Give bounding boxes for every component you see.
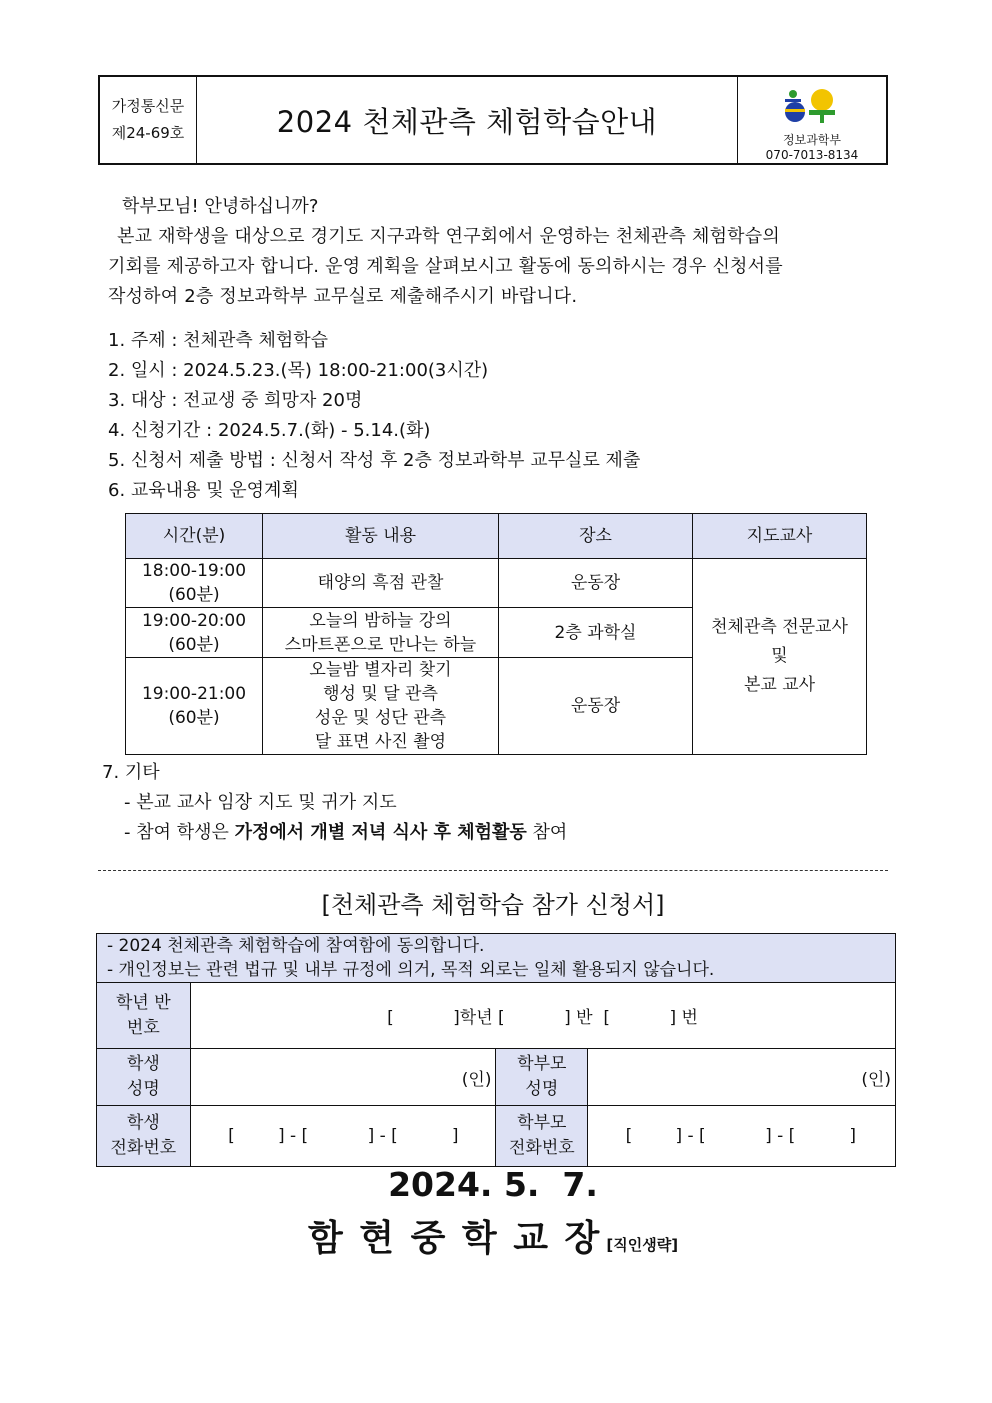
place-cell: 2층 과학실 [499, 608, 693, 658]
label-line: 전화번호 [110, 1138, 177, 1158]
seal-omitted-note: [직인생략] [606, 1236, 679, 1254]
form-title: [천체관측 체험학습 참가 신청서] [321, 891, 665, 919]
school-logo-icon [784, 87, 840, 123]
etc-line-2-prefix: - 참여 학생은 [124, 822, 235, 843]
time-cell [126, 658, 263, 755]
place-cell: 운동장 [499, 559, 693, 608]
label-line: 학부모 [517, 1054, 567, 1074]
activity-text: 달 표면 사진 촬영 [314, 732, 447, 752]
activity-text: 스마트폰으로 만나는 하늘 [284, 634, 477, 655]
dept-phone: 070-7013-8134 [765, 148, 859, 162]
phone-template: [ ] - [ ] - [ ] [228, 1126, 459, 1146]
activity-text: 행성 및 달 관측 [323, 684, 438, 704]
seal-mark: (인) [461, 1069, 492, 1090]
seal-mark: (인) [861, 1069, 891, 1090]
item-period: 4. 신청기간 : 2024.5.7.(화) - 5.14.(화) [108, 420, 431, 441]
class-label [97, 983, 191, 1049]
teacher-line: 본교 교사 [743, 675, 816, 695]
signature-line [98, 1214, 888, 1270]
col-header-teacher: 지도교사 [693, 514, 867, 559]
student-phone-label [97, 1106, 191, 1167]
time-range: 18:00-19:00 [141, 561, 247, 581]
time-range: 19:00-21:00 [141, 684, 247, 704]
activity-text: 오늘밤 별자리 찾기 [309, 660, 452, 680]
class-row [97, 983, 896, 1049]
label-line: 성명 [525, 1079, 559, 1099]
etc-line-2 [124, 818, 567, 848]
activity-text: 태양의 흑점 관찰 [317, 573, 444, 593]
page-title: 2024 천체관측 체험학습안내 [276, 104, 658, 139]
doc-type: 가정통신문 [111, 97, 185, 115]
dept-name: 정보과학부 [783, 133, 841, 147]
item-target: 3. 대상 : 전교생 중 희망자 20명 [108, 390, 363, 411]
schedule-table [125, 513, 867, 755]
class-field-text: [ ]학년 [ ] 반 [ ] 번 [387, 1008, 698, 1028]
item-date: 2. 일시 : 2024.5.23.(목) 18:00-21:00(3시간) [108, 360, 489, 381]
name-row [97, 1049, 896, 1106]
principal-name: 함 현 중 학 교 장 [307, 1218, 602, 1259]
time-duration: (60분) [168, 585, 220, 605]
activity-cell [263, 559, 499, 608]
activity-text: 성운 및 성단 관측 [314, 708, 447, 728]
parent-phone-field[interactable] [588, 1106, 896, 1167]
item-submit: 5. 신청서 제출 방법 : 신청서 작성 후 2층 정보과학부 교무실로 제출 [108, 450, 641, 471]
intro-line-3: 작성하여 2층 정보과학부 교무실로 제출해주시기 바랍니다. [108, 286, 578, 307]
intro-line-2: 기회를 제공하고자 합니다. 운영 계획을 살펴보시고 활동에 동의하시는 경우 신청서를 [108, 256, 783, 277]
time-range: 19:00-20:00 [141, 610, 247, 631]
notice-line-1: - 2024 천체관측 체험학습에 참여함에 동의합니다. [107, 936, 485, 956]
item-topic: 1. 주제 : 천체관측 체험학습 [108, 330, 329, 351]
time-cell [126, 608, 263, 658]
time-duration: (60분) [168, 708, 220, 728]
schedule-header-row [126, 514, 867, 559]
dept-info [737, 77, 886, 163]
parent-name-label [496, 1049, 588, 1106]
label-line: 성명 [126, 1079, 160, 1099]
notice-row [97, 934, 896, 983]
label-line: 학생 [126, 1054, 160, 1074]
header-box [98, 75, 888, 165]
doc-number: 제24-69호 [111, 124, 185, 142]
etc-line-2-suffix: 참여 [526, 822, 568, 843]
col-header-activity: 활동 내용 [263, 514, 499, 559]
col-header-place: 장소 [499, 514, 693, 559]
phone-row [97, 1106, 896, 1167]
phone-template: [ ] - [ ] - [ ] [625, 1126, 856, 1146]
label-line: 학부모 [517, 1113, 567, 1133]
class-field[interactable] [190, 983, 895, 1049]
teacher-cell [693, 559, 867, 755]
time-duration: (60분) [168, 634, 220, 655]
class-label-line: 번호 [126, 1017, 160, 1038]
teacher-line: 및 [771, 646, 788, 666]
intro-line-1: 본교 재학생을 대상으로 경기도 지구과학 연구회에서 운영하는 천체관측 체험학습의 [117, 226, 780, 247]
student-name-label [97, 1049, 191, 1106]
teacher-line: 천체관측 전문교사 [711, 617, 848, 637]
etc-line-2-bold: 가정에서 개별 저녁 식사 후 체험활동 [234, 822, 527, 843]
table-row [126, 559, 867, 608]
parent-name-field[interactable] [588, 1049, 896, 1106]
class-label-line: 학년 반 [115, 992, 171, 1013]
activity-text: 오늘의 밤하늘 강의 [309, 610, 452, 631]
consent-notice [97, 934, 896, 983]
notice-line-2: - 개인정보는 관련 법규 및 내부 규정에 의거, 목적 외로는 일체 활용되지 않습니다. [107, 960, 715, 980]
label-line: 학생 [126, 1113, 160, 1133]
greeting: 학부모님! 안녕하십니까? [122, 196, 319, 217]
col-header-time: 시간(분) [126, 514, 263, 559]
place-cell: 운동장 [499, 658, 693, 755]
item-plan: 6. 교육내용 및 운영계획 [108, 480, 299, 501]
doc-info [100, 77, 197, 163]
label-line: 전화번호 [508, 1138, 575, 1158]
issue-date: 2024. 5. 7. [388, 1165, 598, 1204]
activity-cell [263, 608, 499, 658]
student-name-field[interactable] [190, 1049, 496, 1106]
etc-line-1: - 본교 교사 임장 지도 및 귀가 지도 [124, 792, 397, 813]
etc-title: 7. 기타 [102, 762, 160, 783]
student-phone-field[interactable] [190, 1106, 496, 1167]
time-cell [126, 559, 263, 608]
cut-line [98, 870, 888, 871]
parent-phone-label [496, 1106, 588, 1167]
activity-cell [263, 658, 499, 755]
application-form [96, 933, 896, 1167]
